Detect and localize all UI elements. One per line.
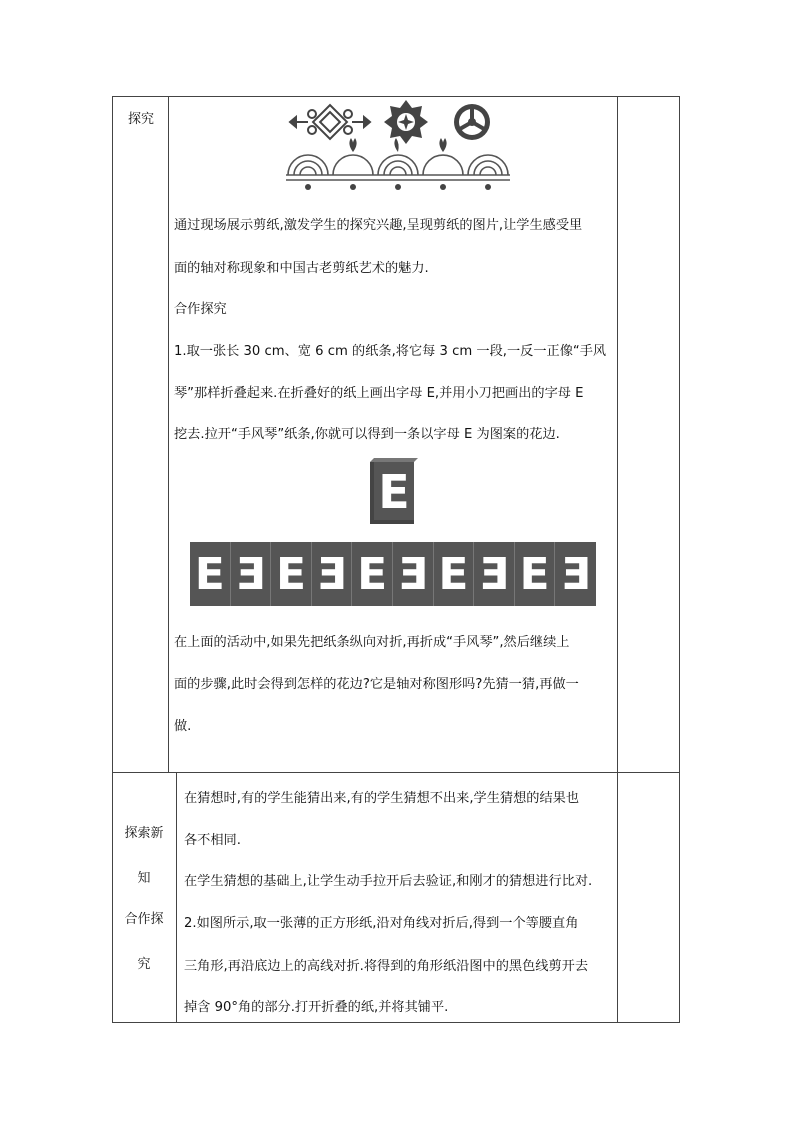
- row1-para1-line2: 面的轴对称现象和中国古老剪纸艺术的魅力.: [174, 261, 429, 276]
- row2-label-line2: 知: [137, 871, 151, 886]
- row1-para2-line2: 琴”那样折叠起来.在折叠好的纸上画出字母 E,并用小刀把画出的字母 E: [174, 386, 584, 401]
- knot-ornament-icon: [290, 105, 370, 139]
- row1-para3-line3: 做.: [174, 719, 192, 734]
- row1-heading: 合作探究: [174, 302, 227, 317]
- border-cell: Ǝ: [474, 542, 515, 606]
- row2-para1-line1: 在猜想时,有的学生能猜出来,有的学生猜想不出来,学生猜想的结果也: [184, 791, 580, 806]
- letter-e-figure: [366, 458, 420, 528]
- row1-para2-line1: 1.取一张长 30 cm、宽 6 cm 的纸条,将它每 3 cm 一段,一反一正像“手风: [174, 344, 607, 359]
- border-cell: E: [352, 542, 393, 606]
- row1-label: 探究: [127, 112, 154, 127]
- border-cell: Ǝ: [393, 542, 434, 606]
- paper-cut-figures: [284, 100, 514, 192]
- col-divider-left-row1: [168, 96, 169, 772]
- row2-para1-line2: 各不相同.: [184, 833, 241, 848]
- row2-para3-line3: 掉含 90°角的部分.打开折叠的纸,并将其铺平.: [184, 1000, 449, 1015]
- row2-para3-line1: 2.如图所示,取一张薄的正方形纸,沿对角线对折后,得到一个等腰直角: [184, 916, 579, 931]
- row2-label-line4: 究: [137, 957, 151, 972]
- row2-para2: 在学生猜想的基础上,让学生动手拉开后去验证,和刚才的猜想进行比对.: [184, 874, 593, 889]
- border-cell: Ǝ: [231, 542, 272, 606]
- letter-e-border: [190, 542, 596, 606]
- border-cell: E: [190, 542, 231, 606]
- border-cell: E: [515, 542, 556, 606]
- row1-para2-line3: 挖去.拉开“手风琴”纸条,你就可以得到一条以字母 E 为图案的花边.: [174, 427, 560, 442]
- row1-para3-line2: 面的步骤,此时会得到怎样的花边?它是轴对称图形吗?先猜一猜,再做一: [174, 677, 579, 692]
- star-flower-icon: [384, 100, 428, 144]
- row1-para1-line1: 通过现场展示剪纸,激发学生的探究兴趣,呈现剪纸的图片,让学生感受里: [174, 218, 583, 233]
- border-cell: Ǝ: [560, 548, 591, 600]
- wheel-icon: [454, 104, 490, 140]
- col-divider-left-row2: [176, 772, 177, 1023]
- big-letter-e: E: [378, 465, 410, 519]
- border-cell: E: [271, 542, 312, 606]
- row2-label-line1: 探索新: [124, 826, 164, 841]
- col-divider-right-row2: [617, 772, 618, 1023]
- row2-label-line3: 合作探: [124, 912, 164, 927]
- fan-border-icon: [286, 155, 510, 180]
- border-cell: E: [434, 542, 475, 606]
- row-divider: [112, 772, 680, 773]
- row2-para3-line2: 三角形,再沿底边上的高线对折.将得到的角形纸沿图中的黑色线剪开去: [184, 959, 589, 974]
- border-cell: Ǝ: [312, 542, 353, 606]
- row1-para3-line1: 在上面的活动中,如果先把纸条纵向对折,再折成“手风琴”,然后继续上: [174, 635, 570, 650]
- col-divider-right-row1: [617, 96, 618, 772]
